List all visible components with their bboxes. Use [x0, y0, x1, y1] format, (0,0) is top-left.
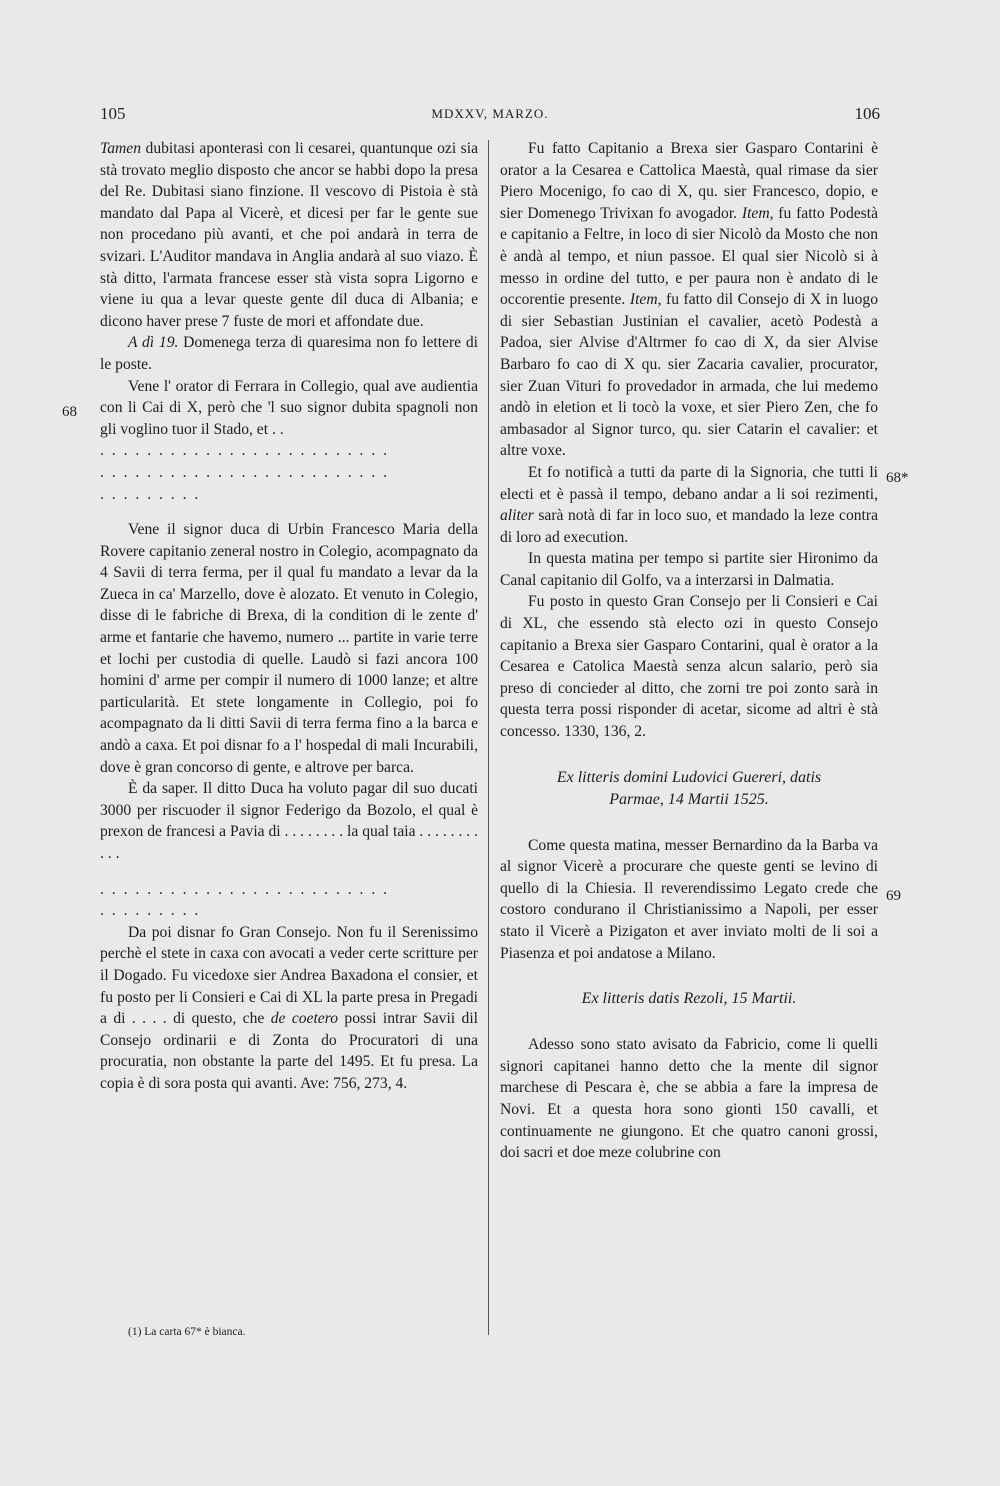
paragraph: Vene il signor duca di Urbin Francesco Maria della Rovere capitanio zeneral nostro in Colegio, acompagnato da 4 Savii di terra ferma, per il qual fu mandato a levar da la Zueca in ca' Marzello, dove è alozato. Et venuto in Colegio, disse di le fabriche di Brexa, di la condition di le zente d' arme et fantarie che havemo, numero ... partite in varie terre et lochi per custodia di quelle. Laudò si fazi ancora 100 homini d' arme per compir il numero di 1000 lanze; et altre particularità. Et stete longamente in Collegio, poi fo acompagnato da li ditti Savii di terra ferma fino a la barca e andò a caxa. Et poi disnar fo a l' hospedal di mali Incurabili, dove è gran concorso di gente, e altrove per barca.: [100, 521, 478, 776]
margin-number-left: 68: [62, 404, 77, 420]
italic-phrase: de coetero: [270, 1010, 339, 1028]
page-number-left: 105: [100, 104, 126, 123]
ellipsis-line: . . . . . . . . . . . . . . . . . . . . . . . . .: [100, 442, 390, 460]
section-heading: Parmae, 14 Martii 1525.: [609, 790, 769, 808]
paragraph-text: sarà notà di far in loco suo, et mandado la leze contra di loro ad execution.: [500, 507, 878, 546]
ellipsis-line: . . . . . . . . . . . . . . . . . . . . . . . . .: [100, 880, 390, 898]
paragraph-text: fu fatto Podestà e capitanio a Feltre, in loco di sier Nicolò da Mosto che non è andà al tempo, et niun passoe. El qual sier Nicolò si à messo in ordine del tutto, e per paura non è andato di le occorentie presente.: [500, 204, 878, 309]
paragraph: Adesso sono stato avisato da Fabricio, come li quelli signori capitanei hanno detto che la mente dil signor marchese di Pescara è, che se abbia a fare la impresa de Novi. Et a questa hora sono gionti 150 cavalli, et continuamente ne giungono. Et che quatro canoni grossi, doi sacri et doe meze colubrine con: [500, 1036, 878, 1162]
paragraph-text: possi intrar Savii dil Consejo ordinarii e di Zonta do Procuratori di una procuratia, non obstante la parte del 1495. Et fu presa. La copia è di sora posta qui avanti. Ave: 756, 273, 4.: [100, 1010, 478, 1092]
section-heading: Ex litteris domini Ludovici Guereri, datis: [556, 768, 822, 786]
italic-word: Item,: [629, 291, 662, 309]
page-header: [100, 104, 880, 128]
paragraph: [100, 332, 478, 375]
section-heading: Ex litteris datis Rezoli, 15 Martii.: [581, 990, 797, 1008]
right-column: [500, 138, 878, 1164]
left-column: [100, 138, 478, 1095]
paragraph: [500, 138, 878, 462]
column-divider: [488, 140, 489, 1335]
ellipsis-line: . . . . . . . . .: [100, 485, 201, 503]
paragraph-text: fu fatto dil Consejo di X in luogo di sier Sebastian Justinian el cavalier, acetò Podestà a Padoa, sier Alvise d'Altrmer fo cao di X, da sier Alvise Barbaro fo cao di X qu. sier Zacaria cavalier, procurator, sier Zuan Vituri fo provedador in armada, che lui medemo andò in eletion et li tocò la voxe, et sier Piero Zen, che fo ambasador al Signor turco, qu. sier Catarin el cavalier: et altre voxe.: [500, 291, 878, 460]
paragraph: [100, 922, 478, 1095]
paragraph-text: Et fo notificà a tutti da parte di la Signoria, che tutti li electi et è passà il tempo, debano andar a li soi rezimenti,: [500, 463, 878, 503]
running-title: MDXXV, MARZO.: [431, 106, 549, 121]
ellipsis-line: . . . . . . . . . . . . . . . . . . . . . . . . .: [100, 463, 390, 481]
paragraph: Vene l' orator di Ferrara in Collegio, qual ave audientia con li Cai di X, però che 'l suo signor dubita spagnoli non gli voglino tuor il Stado, et . .: [100, 377, 478, 438]
ellipsis-line: . . . . . . . . .: [100, 902, 201, 920]
page-number-right: 106: [854, 104, 880, 123]
italic-word: Tamen: [100, 140, 142, 157]
paragraph: Fu posto in questo Gran Consejo per li Consieri e Cai di XL, che essendo stà electo ozi in questo Consejo capitanio a Brexa sier Gasparo Contarini, qual è orator a la Cesarea e Catolica Maestà senza alcun salario, però sia preso di concieder al ditto, che zorni tre poi zonto sarà in questa terra possi risponder di acetar, sicome ad altri è stà concesso. 1330, 136, 2.: [500, 593, 878, 741]
margin-number-right-69: 69: [886, 888, 901, 904]
paragraph: Come questa matina, messer Bernardino da la Barba va al signor Vicerè a procurare che queste genti se levino di quello di la Chiesia. Il reverendissimo Legato crede che costoro condurano il Christianissimo a Napoli, per esser stato il Vicerè a Pizigaton et aver inviato molti de li soi a Piasenza et poi andatose a Milano.: [500, 836, 878, 962]
italic-word: aliter: [500, 507, 534, 525]
paragraph-text: Fu fatto Capitanio a Brexa sier Gasparo Contarini è orator a la Cesarea e Cattolica Maestà, qual rimase da sier Piero Mocenigo, fo cao di X, qu. sier Francesco, dopio, e sier Domenego Trivixan fo avogador.: [500, 140, 878, 222]
paragraph: [500, 462, 878, 548]
paragraph-text: Domenega terza di quaresima non fo lettere di le poste.: [100, 334, 478, 373]
paragraph-text: dubitasi aponterasi con li cesarei, quantunque ozi sia stà trovato meglio disposto che ancor se habbi dopo la presa del Re. Dubitasi siano finzione. Il vescovo di Pistoia è stà mandato dal Papa al Vicerè, et dicesi per far le gente sue non procedano più avanti, et che poi andarà in terra de svizari. L'Auditor mandava in Anglia andarà al suo viazo. È stà ditto, l'armata francese esser stà vista sopra Ligorno e viene iu qua a levar queste gente dil duca di Albania; e dicono haver prese 7 fuste de mori et affondate due.: [100, 140, 478, 330]
paragraph: È da saper. Il ditto Duca ha voluto pagar dil suo ducati 3000 per riscuoder il signor Federigo da Bozolo, el qual è prexon de francesi a Pavia di . . . . . . . . la qual taia . . . . . . . . . . .: [100, 780, 478, 862]
date-heading: A dì 19.: [128, 334, 179, 352]
paragraph: In questa matina per tempo si partite sier Hironimo da Canal capitanio dil Golfo, va a interzarsi in Dalmatia.: [500, 550, 878, 589]
footnote: (1) La carta 67* è bianca.: [128, 1326, 246, 1338]
paragraph: [100, 138, 478, 332]
italic-word: Item,: [741, 204, 774, 222]
margin-number-right: 68*: [886, 470, 909, 486]
paragraph-text: Da poi disnar fo Gran Consejo. Non fu il Serenissimo perchè el stete in caxa con avocati a veder certe scritture per il Dogado. Fu vicedoxe sier Andrea Baxadona el consier, et fu posto per li Consieri e Cai di XL la parte presa in Pregadi a di . . . . di questo, che: [100, 923, 478, 1028]
